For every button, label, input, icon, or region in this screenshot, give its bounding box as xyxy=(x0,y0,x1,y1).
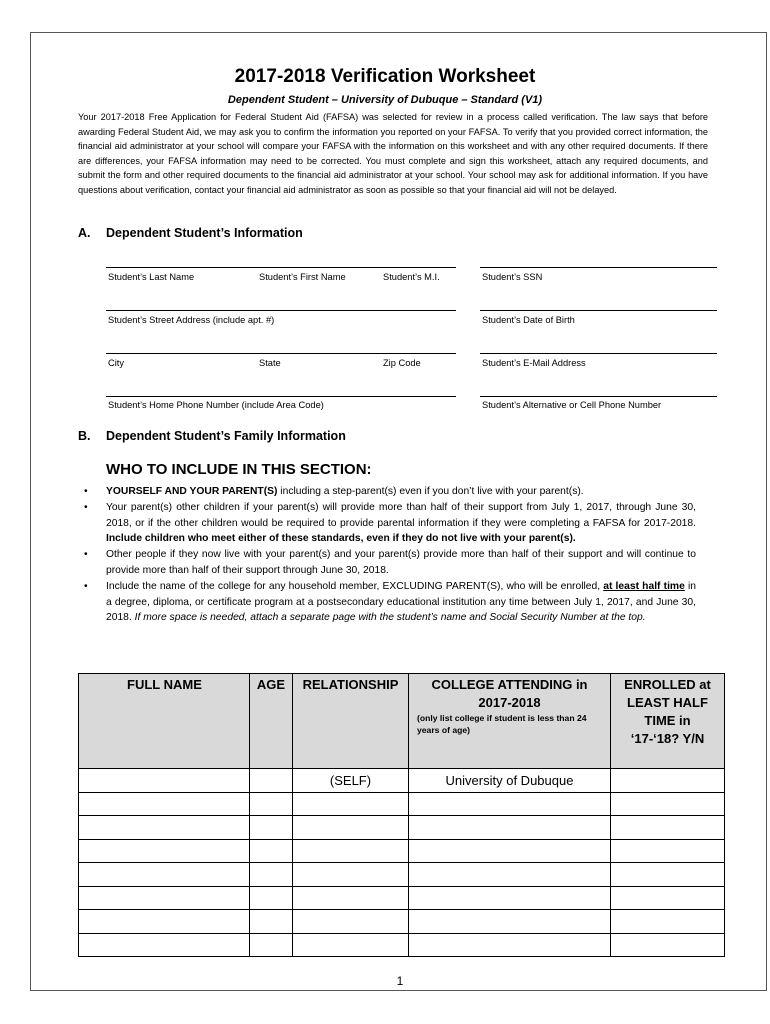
age-cell[interactable] xyxy=(250,816,293,840)
last-name-label: Student’s Last Name xyxy=(108,272,195,282)
home-phone-label: Student’s Home Phone Number (include Area Code) xyxy=(108,400,324,410)
relationship-cell[interactable] xyxy=(293,839,409,863)
bullet1-text: including a step-parent(s) even if you don’t live with your parent(s). xyxy=(277,486,584,497)
age-cell[interactable] xyxy=(250,792,293,816)
city-label: City xyxy=(108,358,125,368)
full-name-cell[interactable] xyxy=(79,886,250,910)
table-row xyxy=(79,769,725,793)
bullet-icon: • xyxy=(84,486,88,497)
relationship-cell[interactable] xyxy=(293,816,409,840)
college-cell[interactable] xyxy=(409,792,611,816)
bullet4-text: Include the name of the college for any household member, EXCLUDING PARENT(S), who will be enrolled, xyxy=(106,580,604,592)
college-cell[interactable] xyxy=(409,886,611,910)
student-dob-field[interactable] xyxy=(480,310,717,311)
table-row xyxy=(79,933,725,957)
bullet4-italic: If more space is needed, attach a separate page with the student’s name and Social Security Number at the top. xyxy=(134,612,646,624)
bullet2-bold: Include children who meet either of these standards, even if they do not live with your parent(s). xyxy=(106,533,576,545)
college-cell[interactable]: University of Dubuque xyxy=(409,769,611,793)
age-cell[interactable] xyxy=(250,839,293,863)
table-header-row xyxy=(79,674,725,769)
alt-phone-label: Student’s Alternative or Cell Phone Number xyxy=(482,400,662,410)
enrolled-cell[interactable] xyxy=(611,839,725,863)
age-cell[interactable] xyxy=(250,910,293,934)
section-a-letter: A. xyxy=(78,226,91,240)
relationship-cell[interactable] xyxy=(293,910,409,934)
college-header-label: COLLEGE ATTENDING in 2017-2018 xyxy=(431,677,588,710)
college-cell[interactable] xyxy=(409,863,611,887)
intro-paragraph: Your 2017-2018 Free Application for Federal Student Aid (FAFSA) was selected for review in a process called verification. The law says that before awarding Federal Student Aid, we may ask you to confirm the information you reported on your FAFSA. To verify that you provided correct information, the financial aid administrator at your school will compare your FAFSA with the information on this worksheet and with any other required documents. If there are differences, your FAFSA information may need to be corrected. You must complete and sign this worksheet, attach any required documents, and submit the form and other required documents to the financial aid administrator at your school. Your school may ask for additional information. If you have questions about verification, contact your financial aid administrator as soon as possible so that your financial aid will not be delayed. xyxy=(78,112,708,195)
table-row xyxy=(79,910,725,934)
section-a-title: Dependent Student’s Information xyxy=(106,226,303,240)
relationship-cell[interactable] xyxy=(293,886,409,910)
section-b-heading xyxy=(78,429,346,443)
full-name-cell[interactable] xyxy=(79,792,250,816)
bullet-icon: • xyxy=(84,549,88,561)
college-header-note: (only list college if student is less than 24 years of age) xyxy=(417,713,587,735)
enrolled-cell[interactable] xyxy=(611,933,725,957)
relationship-cell[interactable] xyxy=(293,792,409,816)
bullet1-bold: YOURSELF AND YOUR PARENT(S) xyxy=(106,486,278,497)
full-name-cell[interactable] xyxy=(79,816,250,840)
bullet2-text: Your parent(s) other children if your parent(s) will provide more than half of their support from July 1, 2017, through June 30, 2018, or if the other children would be required to provide parental information if they were completing a FAFSA for 2017-2018. xyxy=(106,501,696,529)
enrolled-cell[interactable] xyxy=(611,769,725,793)
student-home-phone-field[interactable] xyxy=(106,396,456,397)
student-email-field[interactable] xyxy=(480,353,717,354)
middle-initial-label: Student’s M.I. xyxy=(383,272,440,282)
list-item xyxy=(84,484,696,500)
enrolled-cell[interactable] xyxy=(611,816,725,840)
email-label: Student’s E-Mail Address xyxy=(482,358,586,368)
relationship-cell[interactable] xyxy=(293,933,409,957)
zip-label: Zip Code xyxy=(383,358,421,368)
table-row xyxy=(79,886,725,910)
full-name-cell[interactable] xyxy=(79,769,250,793)
street-label: Student’s Street Address (include apt. #) xyxy=(108,315,275,325)
full-name-header: FULL NAME xyxy=(79,674,250,769)
enrolled-cell[interactable] xyxy=(611,863,725,887)
who-to-include-heading: WHO TO INCLUDE IN THIS SECTION: xyxy=(106,461,372,478)
enrolled-cell[interactable] xyxy=(611,910,725,934)
college-cell[interactable] xyxy=(409,910,611,934)
student-name-field[interactable] xyxy=(106,267,456,268)
bullet4-underline: at least half time xyxy=(603,580,685,592)
student-city-state-zip-field[interactable] xyxy=(106,353,456,354)
student-alt-phone-field[interactable] xyxy=(480,396,717,397)
bullet3-text: Other people if they now live with your parent(s) and your parent(s) provide more than half of their support and will continue to provide more than half of their support through June 30, 2018. xyxy=(106,549,696,576)
section-b-title: Dependent Student’s Family Information xyxy=(106,429,346,443)
table-row xyxy=(79,863,725,887)
college-cell[interactable] xyxy=(409,816,611,840)
first-name-label: Student’s First Name xyxy=(259,272,346,282)
college-cell[interactable] xyxy=(409,839,611,863)
section-a-heading xyxy=(78,226,303,240)
list-item xyxy=(84,500,696,547)
relationship-header: RELATIONSHIP xyxy=(293,674,409,769)
state-label: State xyxy=(259,358,281,368)
table-row xyxy=(79,792,725,816)
household-table xyxy=(78,673,725,957)
page-number: 1 xyxy=(396,974,404,988)
college-header xyxy=(409,674,611,769)
ssn-label: Student’s SSN xyxy=(482,272,543,282)
table-row xyxy=(79,816,725,840)
age-cell[interactable] xyxy=(250,886,293,910)
page-subtitle: Dependent Student – University of Dubuque – Standard (V1) xyxy=(227,94,543,106)
relationship-cell[interactable]: (SELF) xyxy=(293,769,409,793)
page-title: 2017-2018 Verification Worksheet xyxy=(234,66,536,87)
enrolled-header: ENROLLED at LEAST HALF TIME in ‘17-‘18? Y/N xyxy=(611,674,725,769)
college-cell[interactable] xyxy=(409,933,611,957)
section-b-letter: B. xyxy=(78,429,91,443)
enrolled-cell[interactable] xyxy=(611,792,725,816)
age-cell[interactable] xyxy=(250,863,293,887)
bullet-icon: • xyxy=(84,501,88,513)
list-item xyxy=(84,547,696,579)
full-name-cell[interactable] xyxy=(79,910,250,934)
student-ssn-field[interactable] xyxy=(480,267,717,268)
bullet4-text2: in a degree, diploma, or certificate program at a postsecondary educational institution any time between July 1, 2017, and June 30, 2018. xyxy=(106,580,696,624)
student-street-field[interactable] xyxy=(106,310,456,311)
full-name-cell[interactable] xyxy=(79,863,250,887)
full-name-cell[interactable] xyxy=(79,933,250,957)
include-list xyxy=(84,484,696,626)
list-item xyxy=(84,579,696,626)
age-header: AGE xyxy=(250,674,293,769)
table-row xyxy=(79,839,725,863)
enrolled-cell[interactable] xyxy=(611,886,725,910)
relationship-cell[interactable] xyxy=(293,863,409,887)
bullet-icon: • xyxy=(84,580,88,592)
age-cell[interactable] xyxy=(250,933,293,957)
age-cell[interactable] xyxy=(250,769,293,793)
full-name-cell[interactable] xyxy=(79,839,250,863)
dob-label: Student’s Date of Birth xyxy=(482,315,575,325)
